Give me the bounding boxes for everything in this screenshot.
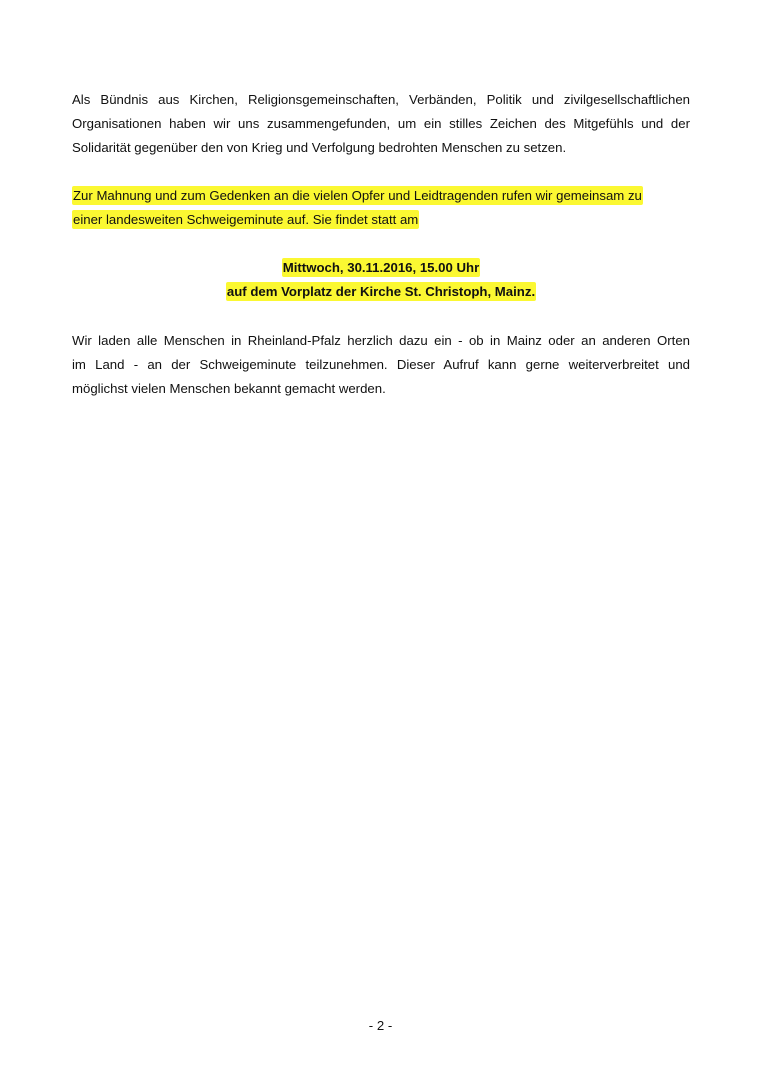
paragraph-call-to-silence [72,184,690,232]
highlighted-line [72,208,690,232]
text-line: möglichst vielen Menschen bekannt gemacht werden. [72,381,386,396]
event-datetime-line [72,256,690,280]
text-line: Organisationen haben wir uns zusammengefunden, um ein stilles Zeichen des Mitgefühls und der [72,116,690,131]
event-details [72,256,690,304]
highlighted-text: einer landesweiten Schweigeminute auf. Sie findet statt am [73,212,419,227]
paragraph-alliance [72,88,690,160]
text-line: Wir laden alle Menschen in Rheinland-Pfalz herzlich dazu ein - ob in Mainz oder an anderen Orten [72,333,690,348]
paragraph-invitation [72,329,690,401]
highlighted-line [72,184,690,208]
text-line: im Land - an der Schweigeminute teilzunehmen. Dieser Aufruf kann gerne weiterverbreitet und [72,357,690,372]
highlighted-text: Zur Mahnung und zum Gedenken an die vielen Opfer und Leidtragenden rufen wir gemeinsam zu [73,188,642,203]
event-datetime: Mittwoch, 30.11.2016, 15.00 Uhr [282,260,480,275]
event-location-line [72,280,690,304]
page-number: - 2 - [368,1018,393,1033]
text-line: Solidarität gegenüber den von Krieg und Verfolgung bedrohten Menschen zu setzen. [72,140,567,155]
event-location: auf dem Vorplatz der Kirche St. Christoph, Mainz. [226,284,536,299]
text-line: Als Bündnis aus Kirchen, Religionsgemeinschaften, Verbänden, Politik und zivilgesellschaftlichen [72,92,690,107]
